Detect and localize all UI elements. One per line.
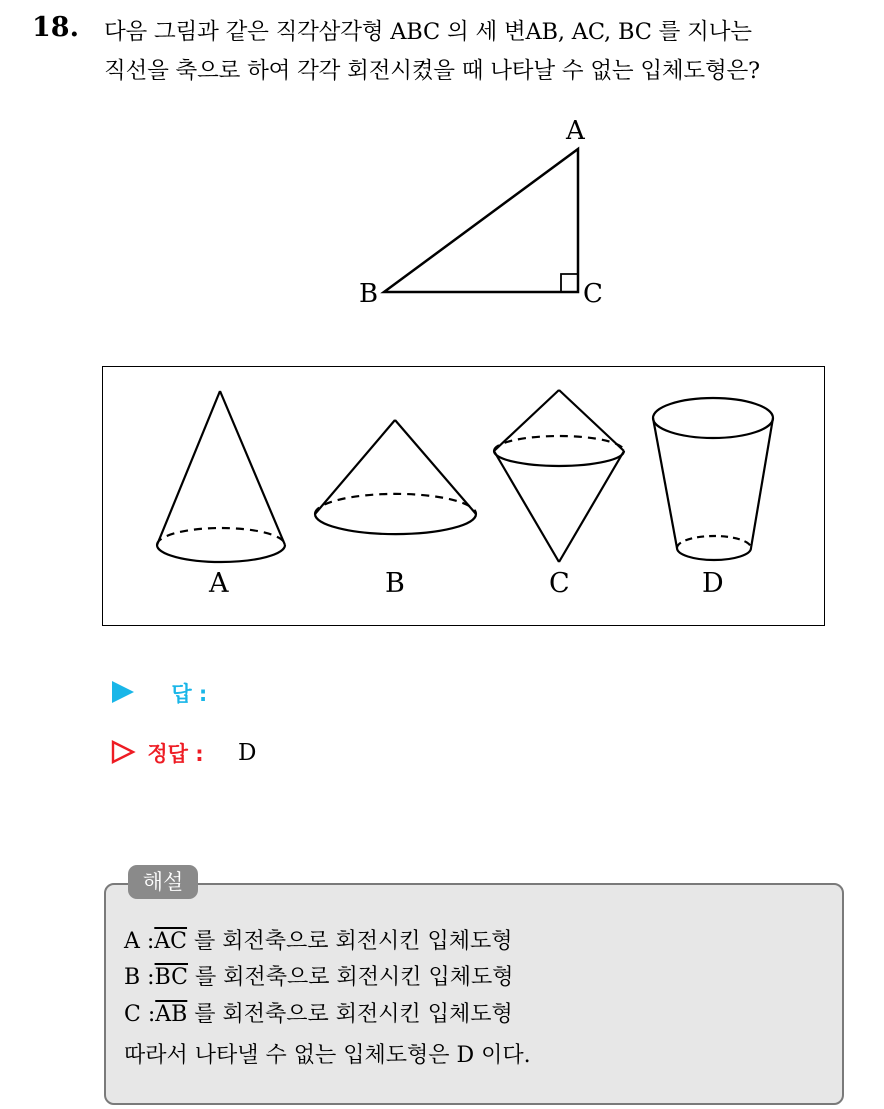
question-number: 18.	[32, 12, 79, 43]
explanation-row-segment: $\overline{AC}$	[154, 929, 188, 954]
explanation-row-prefix: C :	[124, 1002, 156, 1027]
answer-blank-row	[110, 678, 207, 708]
question-text-line-2: 직선을 축으로 하여 각각 회전시켰을 때 나타날 수 없는 입체도형은?	[104, 58, 760, 84]
explanation-row-text: 를 회전축으로 회전시킨 입체도형	[188, 965, 514, 990]
explanation-row-segment: $\overline{BC}$	[154, 965, 188, 990]
question-text-line-1: 다음 그림과 같은 직각삼각형 ABC 의 세 변AB, AC, BC 를 지나는	[104, 19, 752, 45]
choice-label-a: A	[209, 568, 229, 599]
explanation-row-a	[124, 924, 513, 955]
explanation-row-b	[124, 960, 514, 991]
vertex-label-b: B	[359, 279, 379, 309]
explanation-row-segment: $\overline{AB}$	[155, 1002, 188, 1027]
answer-correct-row	[110, 738, 204, 768]
shape-c-double-cone	[494, 390, 624, 562]
explanation-row-c	[124, 997, 513, 1028]
play-triangle-filled-icon	[110, 680, 136, 704]
explanation-conclusion: 따라서 나타낼 수 없는 입체도형은 D 이다.	[124, 1043, 531, 1068]
answer-blank-label: 답 :	[171, 682, 208, 706]
vertex-label-a: A	[566, 116, 585, 146]
explanation-box	[104, 883, 844, 1105]
shape-b-short-cone	[315, 420, 476, 534]
answer-correct-label: 정답 :	[147, 742, 204, 766]
explanation-tag: 해설	[128, 865, 198, 899]
explanation-row-prefix: A :	[124, 929, 155, 954]
shape-a-tall-cone	[157, 391, 285, 562]
answer-correct-value: D	[238, 740, 257, 766]
choice-label-b: B	[385, 568, 405, 599]
play-triangle-outline-icon	[110, 740, 136, 764]
shape-d-frustum-cup	[653, 398, 773, 560]
explanation-row-text: 를 회전축으로 회전시킨 입체도형	[187, 1002, 513, 1027]
choice-label-d: D	[702, 568, 724, 599]
choice-label-c: C	[549, 568, 570, 599]
vertex-label-c: C	[583, 279, 603, 309]
explanation-row-prefix: B :	[124, 965, 155, 990]
explanation-row-text: 를 회전축으로 회전시킨 입체도형	[187, 929, 513, 954]
